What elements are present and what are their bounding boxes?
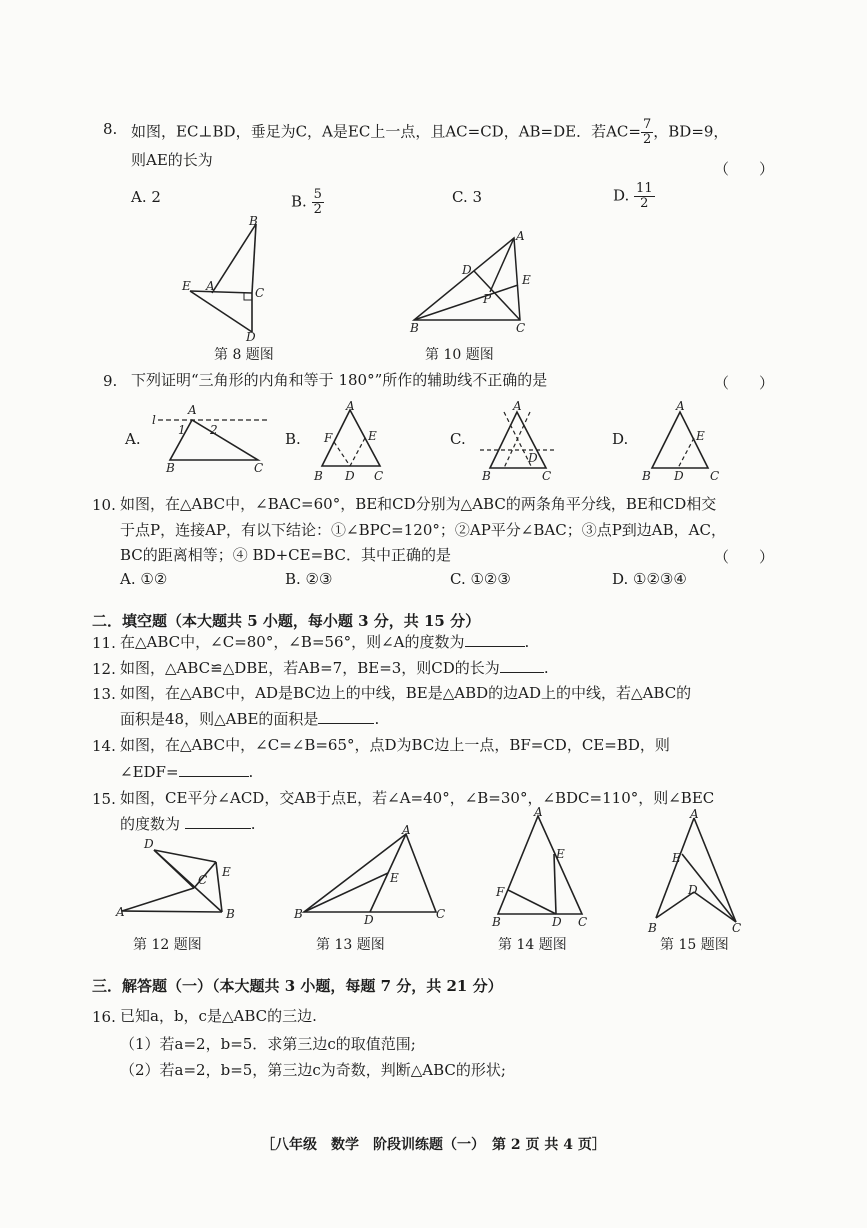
label-C: C	[254, 461, 264, 475]
label-E: E	[556, 847, 565, 861]
question-16-part2: （2）若a=2，b=5，第三边c为奇数，判断△ABC的形状;	[120, 1061, 506, 1079]
option-d: D. ①②③④	[612, 570, 687, 588]
label-B: B	[642, 469, 651, 483]
label-1: 1	[178, 423, 186, 437]
question-14-line1: 如图，在△ABC中，∠C=∠B=65°，点D为BC边上一点，BF=CD，CE=BD，则	[120, 736, 670, 754]
question-13-line1: 如图，在△ABC中，AD是BC边上的中线，BE是△ABD的边AD上的中线，若△ABC的	[120, 684, 692, 702]
option-d: D.	[612, 430, 629, 448]
figure-12	[112, 834, 252, 924]
label-A: A	[206, 279, 215, 293]
label-A: A	[516, 229, 525, 243]
label-B: B	[314, 469, 323, 483]
label-E: E	[390, 871, 399, 885]
question-16-part1: （1）若a=2，b=5．求第三边c的取值范围;	[120, 1035, 416, 1053]
label-2: 2	[210, 423, 218, 437]
question-number: 10.	[92, 496, 116, 514]
question-15-line2: 的度数为 .	[120, 815, 256, 833]
label-C: C	[374, 469, 384, 483]
option-d: D. $\frac{11}{2}$	[613, 181, 653, 211]
label-B: B	[249, 214, 258, 228]
section-3-title: 三．解答题（一）（本大题共 3 小题，每题 7 分，共 21 分）	[92, 977, 503, 995]
option-b: B. $\frac{5}{2}$	[291, 187, 322, 217]
label-B: B	[482, 469, 491, 483]
label-D: D	[246, 330, 256, 342]
figure-12-caption: 第 12 题图	[133, 937, 202, 953]
figure-13-caption: 第 13 题图	[316, 937, 385, 953]
option-c: C.	[450, 430, 466, 448]
figure-9d	[636, 400, 724, 484]
fraction: $\frac{7}{2}$	[642, 117, 652, 147]
question-text-line2: 则AE的长为	[131, 151, 213, 169]
question-10-line3: BC的距离相等；④ BD+CE=BC．其中正确的是	[120, 546, 451, 564]
label-D: D	[462, 263, 472, 277]
label-D: D	[528, 451, 538, 465]
label-F: F	[324, 431, 333, 445]
label-C: C	[436, 907, 446, 921]
option-c: C. ①②③	[450, 570, 511, 588]
option-a: A.	[125, 430, 141, 448]
question-number: 11.	[92, 634, 116, 652]
label-C: C	[198, 873, 208, 887]
label-E: E	[672, 851, 681, 865]
question-15-line1: 如图，CE平分∠ACD，交AB于点E，若∠A=40°，∠B=30°，∠BDC=110°，则∠BEC	[120, 789, 715, 807]
label-D: D	[674, 469, 684, 483]
answer-bracket: （ ）	[714, 548, 775, 566]
question-12-text: 如图，△ABC≌△DBE，若AB=7，BE=3，则CD的长为 .	[120, 659, 549, 677]
figure-14	[488, 804, 598, 930]
label-E: E	[696, 429, 705, 443]
option-a: A. 2	[131, 188, 161, 206]
label-C: C	[710, 469, 720, 483]
figure-10-caption: 第 10 题图	[425, 347, 494, 363]
answer-bracket: （ ）	[714, 160, 775, 178]
label-A: A	[188, 404, 197, 417]
question-number: 15.	[92, 790, 116, 808]
figure-15	[644, 806, 744, 932]
question-number: 12.	[92, 660, 116, 678]
question-text: 如图，EC⊥BD，垂足为C，A是EC上一点，且AC=CD，AB=DE．若AC= $\frac{7}{2}$ ，BD=9，	[131, 117, 729, 147]
figure-9b	[310, 400, 390, 484]
label-C: C	[542, 469, 552, 483]
label-D: D	[688, 883, 698, 897]
label-D: D	[345, 469, 355, 483]
label-B: B	[410, 321, 419, 335]
label-D: D	[552, 915, 562, 929]
figure-8-caption: 第 8 题图	[214, 347, 274, 363]
label-B: B	[226, 907, 235, 921]
label-E: E	[182, 279, 191, 293]
question-number: 16.	[92, 1008, 116, 1026]
option-c: C. 3	[452, 188, 483, 206]
label-C: C	[732, 921, 742, 932]
label-A: A	[690, 807, 699, 821]
question-10-line2: 于点P，连接AP，有以下结论：①∠BPC=120°；②AP平分∠BAC；③点P到边AB，AC，	[120, 521, 726, 539]
label-B: B	[492, 915, 501, 929]
question-10-line1: 如图，在△ABC中，∠BAC=60°，BE和CD分别为△ABC的两条角平分线，BE和CD相交	[120, 495, 717, 513]
label-E: E	[368, 429, 377, 443]
figure-13	[292, 824, 452, 930]
question-number: 9.	[103, 372, 118, 390]
label-B: B	[648, 921, 657, 932]
label-A: A	[346, 400, 355, 413]
label-B: B	[294, 907, 303, 921]
option-b: B.	[285, 430, 301, 448]
answer-blank	[318, 709, 374, 724]
label-A: A	[402, 824, 411, 837]
figure-14-caption: 第 14 题图	[498, 937, 567, 953]
label-E: E	[522, 273, 531, 287]
label-A: A	[534, 805, 543, 819]
option-b: B. ②③	[285, 570, 333, 588]
figure-15-caption: 第 15 题图	[660, 937, 729, 953]
page-footer: ［八年级 数学 阶段训练题（一） 第 2 页 共 4 页］	[261, 1137, 606, 1153]
label-F: F	[496, 885, 505, 899]
label-C: C	[516, 321, 526, 335]
question-number: 8.	[103, 120, 118, 138]
label-C: C	[578, 915, 588, 929]
label-C: C	[255, 286, 265, 300]
label-D: D	[144, 837, 154, 851]
label-E: E	[222, 865, 231, 879]
figure-9a	[148, 404, 270, 476]
section-2-title: 二．填空题（本大题共 5 小题，每小题 3 分，共 15 分）	[92, 612, 481, 630]
question-9-text: 下列证明“三角形的内角和等于 180°”所作的辅助线不正确的是	[131, 371, 548, 389]
label-B: B	[166, 461, 175, 475]
question-number: 14.	[92, 737, 116, 755]
question-13-line2: 面积是48，则△ABE的面积是 .	[120, 710, 380, 728]
label-A: A	[676, 400, 685, 413]
figure-10	[404, 228, 544, 338]
label-A: A	[513, 400, 522, 413]
question-11-text: 在△ABC中，∠C=80°，∠B=56°，则∠A的度数为 .	[120, 633, 530, 651]
figure-9c	[474, 400, 558, 484]
answer-blank	[500, 658, 544, 673]
question-16-text: 已知a，b，c是△ABC的三边.	[120, 1007, 317, 1025]
option-a: A. ①②	[120, 570, 168, 588]
answer-blank	[179, 762, 249, 777]
answer-blank	[465, 632, 525, 647]
question-number: 13.	[92, 685, 116, 703]
label-l: l	[152, 413, 156, 427]
answer-bracket: （ ）	[714, 374, 775, 392]
label-P: P	[483, 292, 492, 306]
question-14-line2: ∠EDF= .	[120, 763, 254, 781]
answer-blank	[185, 814, 251, 829]
figure-8	[178, 214, 278, 342]
label-D: D	[364, 913, 374, 927]
label-A: A	[116, 905, 125, 919]
